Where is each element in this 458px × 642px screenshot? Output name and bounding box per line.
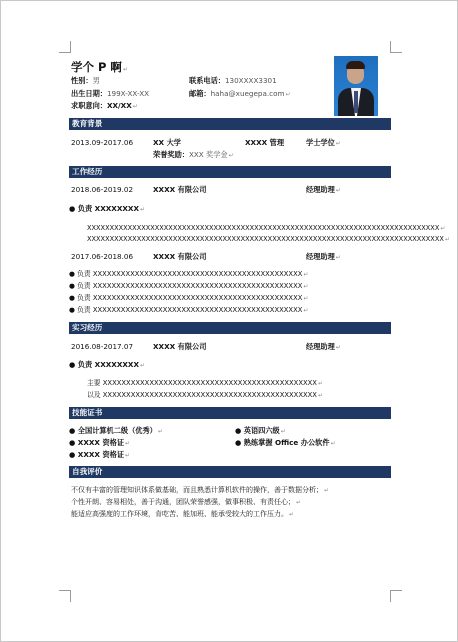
intent-value: XX/XX bbox=[106, 101, 132, 110]
email-line: 邮箱：haha@xuegepa.com↵ bbox=[189, 89, 291, 98]
section-header-education bbox=[69, 118, 391, 130]
work-bullet: ● 负责 XXXXXXXXXXXXXXXXXXXXXXXXXXXXXXXXXXXXXXXXXXXXX↵ bbox=[69, 306, 309, 314]
internship-bullet: ● 负责 XXXXXXXX↵ bbox=[69, 360, 146, 369]
evaluation-line: 能适应高强度的工作环境，肯吃苦、能加班、能承受较大的工作压力。↵ bbox=[71, 510, 295, 518]
intent-label: 求职意向： bbox=[71, 101, 107, 110]
birth-value: 199X-XX-XX bbox=[106, 89, 150, 98]
email-label: 邮箱： bbox=[189, 89, 211, 98]
evaluation-line: 不仅有丰富的管理知识体系做基础，而且熟悉计算机软件的操作，善于数据分析；↵ bbox=[71, 486, 330, 494]
education-award: 荣誉奖励：XXX 奖学金↵ bbox=[153, 150, 234, 159]
section-title: 自我评价 bbox=[72, 467, 103, 476]
work-title: 经理助理↵ bbox=[306, 252, 341, 261]
section-header-evaluation bbox=[69, 466, 391, 478]
birth-line bbox=[71, 89, 149, 99]
crop-mark-top-left bbox=[59, 41, 71, 53]
email-value: haha@xuegepa.com bbox=[210, 89, 285, 98]
skill-item: ● XXXX 资格证↵ bbox=[69, 450, 131, 459]
resume-name: 学个 P 啊↵ bbox=[71, 60, 128, 74]
award-label: 荣誉奖励： bbox=[153, 150, 189, 159]
internship-detail-line: 主要 XXXXXXXXXXXXXXXXXXXXXXXXXXXXXXXXXXXXXXXXXXXXXX↵ bbox=[87, 379, 323, 387]
evaluation-line: 个性开朗、容易相处，善于沟通，团队荣誉感强，做事积极、有责任心；↵ bbox=[71, 498, 302, 506]
education-period: 2013.09-2017.06 bbox=[71, 138, 134, 147]
skill-item: ● 全国计算机二级（优秀）↵ bbox=[69, 426, 163, 435]
work-title: 经理助理↵ bbox=[306, 185, 341, 194]
phone-line bbox=[189, 76, 277, 86]
profile-photo bbox=[334, 56, 378, 116]
section-title: 实习经历 bbox=[72, 323, 103, 332]
phone-label: 联系电话： bbox=[189, 76, 225, 85]
crop-mark-top-right bbox=[390, 41, 402, 53]
internship-company: XXXX 有限公司 bbox=[153, 342, 207, 351]
work-bullet: ● 负责 XXXXXXXXXXXXXXXXXXXXXXXXXXXXXXXXXXXXXXXXXXXXX↵ bbox=[69, 282, 309, 290]
intent-line: 求职意向：XX/XX↵ bbox=[71, 101, 138, 110]
gender-label: 性别： bbox=[71, 76, 93, 85]
education-major: XXXX 管理 bbox=[245, 138, 285, 147]
work-detail-line: XXXXXXXXXXXXXXXXXXXXXXXXXXXXXXXXXXXXXXXXXXXXXXXXXXXXXXXXXXXXXXXXXXXXXXXXXXXXXX↵ bbox=[87, 224, 446, 232]
gender-line bbox=[71, 76, 100, 86]
work-company: XXXX 有限公司 bbox=[153, 185, 207, 194]
skill-item: ● 英语四六级↵ bbox=[235, 426, 286, 435]
birth-label: 出生日期： bbox=[71, 89, 107, 98]
section-header-work bbox=[69, 166, 391, 178]
phone-value: 130XXXX3301 bbox=[224, 76, 277, 85]
section-title: 技能证书 bbox=[72, 408, 103, 417]
work-period: 2017.06-2018.06 bbox=[71, 252, 134, 261]
gender-value: 男 bbox=[92, 76, 100, 85]
work-period: 2018.06-2019.02 bbox=[71, 185, 134, 194]
skill-item: ● 熟练掌握 Office 办公软件↵ bbox=[235, 438, 336, 447]
work-bullet: ● 负责 XXXXXXXXXXXXXXXXXXXXXXXXXXXXXXXXXXXXXXXXXXXXX↵ bbox=[69, 270, 309, 278]
section-title: 教育背景 bbox=[72, 119, 103, 128]
skill-item: ● XXXX 资格证↵ bbox=[69, 438, 131, 447]
crop-mark-bottom-left bbox=[59, 590, 71, 602]
internship-title: 经理助理↵ bbox=[306, 342, 341, 351]
section-title: 工作经历 bbox=[72, 167, 103, 176]
work-detail-line: XXXXXXXXXXXXXXXXXXXXXXXXXXXXXXXXXXXXXXXXXXXXXXXXXXXXXXXXXXXXXXXXXXXXXXXXXXXXXXX↵ bbox=[87, 235, 450, 243]
work-bullet: ● 负责 XXXXXXXX↵ bbox=[69, 204, 146, 213]
crop-mark-bottom-right bbox=[390, 590, 402, 602]
internship-period: 2016.08-2017.07 bbox=[71, 342, 134, 351]
internship-detail-line: 以及 XXXXXXXXXXXXXXXXXXXXXXXXXXXXXXXXXXXXXXXXXXXXXX↵ bbox=[87, 391, 323, 399]
work-bullet: ● 负责 XXXXXXXXXXXXXXXXXXXXXXXXXXXXXXXXXXXXXXXXXXXXX↵ bbox=[69, 294, 309, 302]
education-school: XX 大学 bbox=[153, 138, 181, 147]
award-value: XXX 奖学金 bbox=[188, 150, 228, 159]
work-company: XXXX 有限公司 bbox=[153, 252, 207, 261]
section-header-internship bbox=[69, 322, 391, 334]
education-degree: 学士学位↵ bbox=[306, 138, 341, 147]
section-header-skills bbox=[69, 407, 391, 419]
